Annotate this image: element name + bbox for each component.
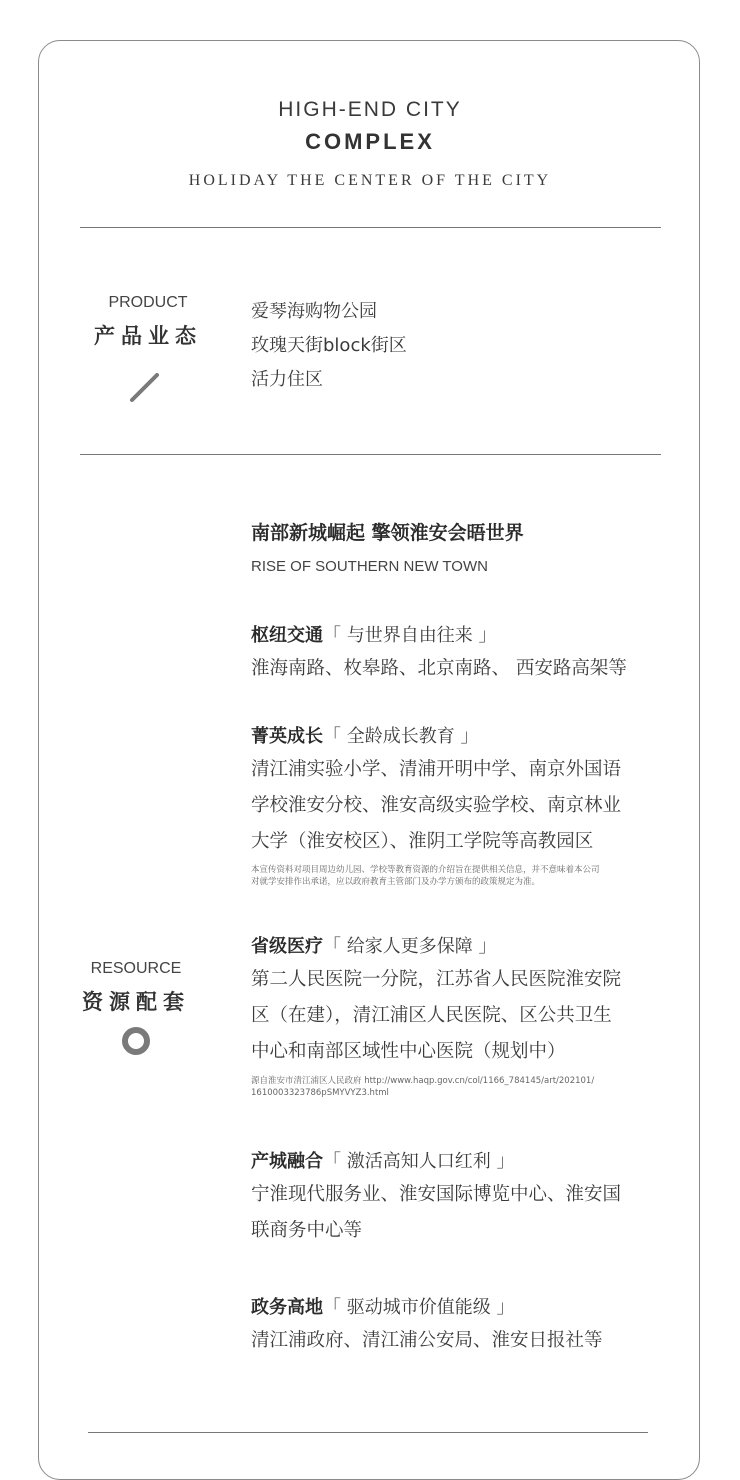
- note-line: 1610003323786pSMYVYZ3.html: [251, 1088, 389, 1098]
- header-title-line2: COMPLEX: [305, 129, 435, 154]
- section-body-industry: [251, 1177, 671, 1249]
- product-label-cn: 产品业态: [94, 324, 202, 348]
- section-head-label: 枢纽交通: [251, 625, 323, 646]
- section-heading-transport: [251, 621, 496, 647]
- section-line: 第二人民医院一分院，江苏省人民医院淮安院: [251, 969, 622, 990]
- section-heading-education: [251, 722, 478, 748]
- resource-subtitle: RISE OF SOUTHERN NEW TOWN: [251, 558, 488, 575]
- header-tagline: HOLIDAY THE CENTER OF THE CITY: [188, 172, 552, 189]
- product-item: 爱琴海购物公园: [251, 301, 377, 322]
- section-head-label: 政务高地: [251, 1297, 323, 1318]
- section-head-tag: 「 驱动城市价值能级 」: [323, 1297, 515, 1318]
- section-line: 宁淮现代服务业、淮安国际博览中心、淮安国: [251, 1184, 622, 1205]
- section-head-tag: 「 激活高知人口红利 」: [323, 1151, 515, 1172]
- note-line: 源自淮安市清江浦区人民政府 http://www.haqp.gov.cn/col/1166_784145/art/202101/: [251, 1076, 595, 1086]
- section-head-label: 省级医疗: [251, 936, 323, 957]
- section-heading-industry: [251, 1147, 514, 1173]
- section-line: 联商务中心等: [251, 1220, 363, 1241]
- section-head-tag: 「 与世界自由往来 」: [323, 625, 497, 646]
- section-line: 区（在建），清江浦区人民医院、区公共卫生: [251, 1005, 612, 1026]
- product-label-en: PRODUCT: [108, 294, 188, 311]
- section-line: 中心和南部区域性中心医院（规划中）: [251, 1041, 566, 1062]
- section-line: 清江浦政府、清江浦公安局、淮安日报社等: [251, 1330, 603, 1351]
- section-head-label: 产城融合: [251, 1151, 323, 1172]
- resource-label-en: RESOURCE: [90, 960, 182, 977]
- section-line: 清江浦实验小学、清浦开明中学、南京外国语: [251, 759, 622, 780]
- product-item: 玫瑰天街block街区: [251, 335, 407, 356]
- section-body-medical: [251, 962, 671, 1070]
- note-line: 本宣传资料对项目周边幼儿园、学校等教育资源的介绍旨在提供相关信息，并不意味着本公司: [251, 865, 600, 875]
- section-body-education: [251, 752, 671, 860]
- slash-icon: [128, 370, 162, 404]
- section-head-label: 菁英成长: [251, 726, 323, 747]
- divider-top: [80, 227, 661, 228]
- section-body-transport: [251, 651, 671, 687]
- section-body-government: [251, 1323, 671, 1359]
- education-disclaimer: [251, 864, 671, 888]
- divider-bottom: [88, 1432, 648, 1433]
- section-line: 大学（淮安校区）、淮阴工学院等高教园区: [251, 831, 594, 852]
- medical-source-note: [251, 1075, 671, 1099]
- header-title-line1: HIGH-END CITY: [278, 98, 462, 121]
- section-head-tag: 「 给家人更多保障 」: [323, 936, 497, 957]
- note-line: 对就学安排作出承诺，应以政府教育主管部门及办学方颁布的政策规定为准。: [251, 877, 541, 887]
- section-heading-government: [251, 1293, 514, 1319]
- section-heading-medical: [251, 932, 496, 958]
- section-line: 学校淮安分校、淮安高级实验学校、南京林业: [251, 795, 622, 816]
- resource-label-cn: 资源配套: [82, 990, 190, 1014]
- divider-middle: [80, 454, 661, 455]
- ring-icon: [119, 1024, 153, 1058]
- section-head-tag: 「 全龄成长教育 」: [323, 726, 479, 747]
- resource-title: 南部新城崛起 擎领淮安会晤世界: [251, 522, 524, 544]
- section-line: 淮海南路、枚皋路、北京南路、 西安路高架等: [251, 658, 627, 679]
- product-item: 活力住区: [251, 369, 323, 390]
